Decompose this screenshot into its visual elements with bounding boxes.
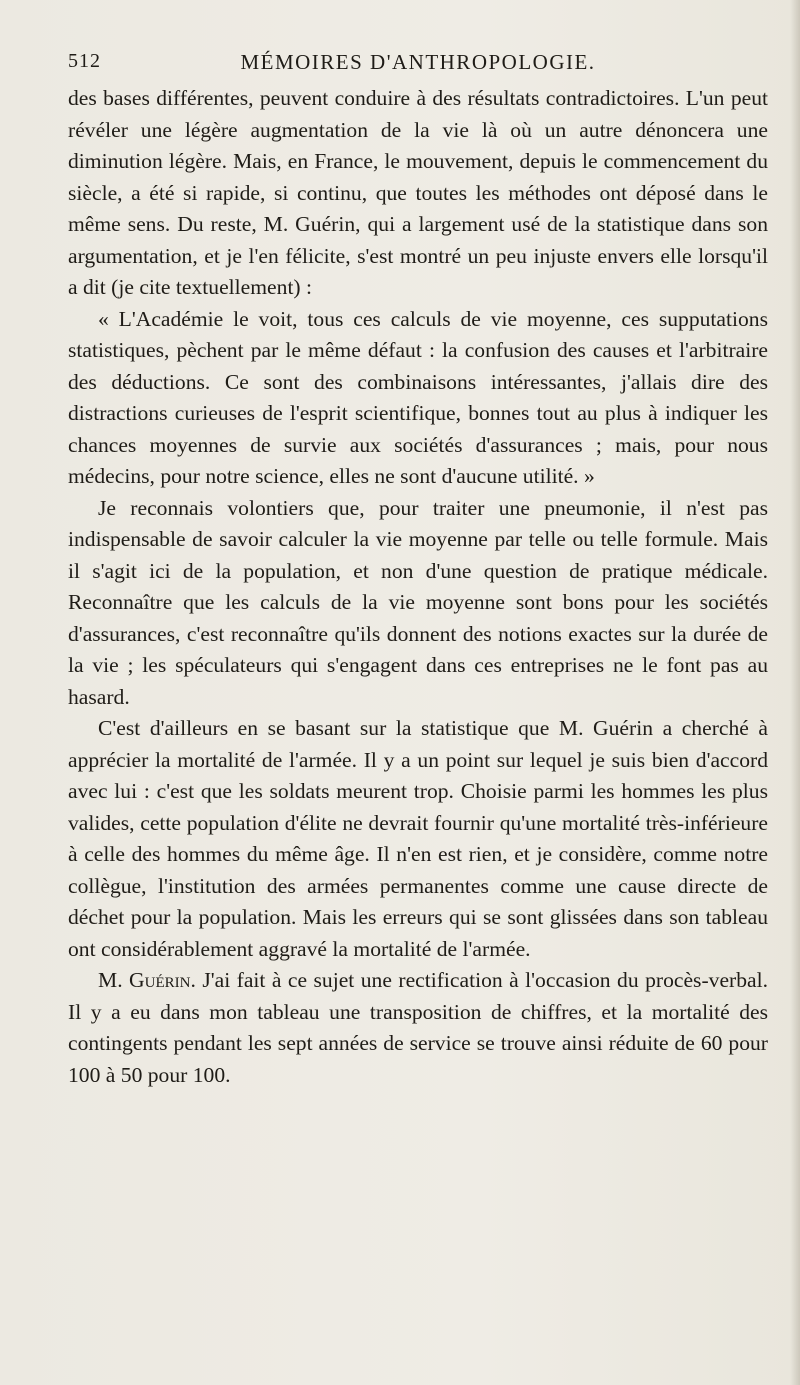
interjection-text: J'ai fait à ce sujet une rectification à l'occasion du procès-verbal. Il y a eu dans mon tableau une transposition de chiffres, et la mortalité des contingents pendant les sept années de service se trouve ainsi réduite de 60 pour 100 à 50 pour 100. xyxy=(68,968,768,1087)
page-header xyxy=(68,50,768,80)
body-text xyxy=(68,83,768,1091)
paragraph: C'est d'ailleurs en se basant sur la statistique que M. Guérin a cherché à apprécier la mortalité de l'armée. Il y a un point sur lequel je suis bien d'accord avec lui : c'est que les soldats meurent trop. Choisie parmi les hommes les plus valides, cette population d'élite ne devrait fournir qu'une mortalité très-inférieure à celle des hommes du même âge. Il n'en est rien, et je considère, comme notre collègue, l'institution des armées permanentes comme une cause directe de déchet pour la population. Mais les erreurs qui se sont glissées dans son tableau ont considérablement aggravé la mortalité de l'armée. xyxy=(68,716,768,961)
running-title: MÉMOIRES D'ANTHROPOLOGIE. xyxy=(240,50,596,74)
page-edge-shadow xyxy=(790,0,800,1385)
speaker-name: M. Guérin. xyxy=(98,968,196,992)
paragraph-interjection xyxy=(68,965,768,1091)
paragraph: Je reconnais volontiers que, pour traiter une pneumonie, il n'est pas indispensable de savoir calculer la vie moyenne par telle ou telle formule. Mais il s'agit ici de la population, et non d'une question de pratique médicale. Reconnaître que les calculs de la vie moyenne sont bons pour les sociétés d'assurances, c'est reconnaître qu'ils donnent des notions exactes sur la durée de la vie ; les spéculateurs qui s'engagent dans ces entreprises ne le font pas au hasard. xyxy=(68,495,768,709)
page-number: 512 xyxy=(68,50,101,72)
quotation-paragraph: « L'Académie le voit, tous ces calculs de vie moyenne, ces supputations statistiques, pèchent par le même défaut : la confusion des causes et l'arbitraire des déductions. Ce sont des combinaisons intéressantes, j'allais dire des distractions curieuses de l'esprit scientifique, bonnes tout au plus à indiquer les chances moyennes de survie aux sociétés d'assurances ; mais, pour nous médecins, pour notre science, elles ne sont d'aucune utilité. » xyxy=(68,306,768,488)
paragraph: des bases différentes, peuvent conduire à des résultats contradictoires. L'un peut révéler une légère augmentation de la vie là où un autre dénoncera une diminution légère. Mais, en France, le mouvement, depuis le commencement du siècle, a été si rapide, si continu, que toutes les méthodes ont déposé dans le même sens. Du reste, M. Guérin, qui a largement usé de la statistique dans son argumentation, et je l'en félicite, s'est montré un peu injuste envers elle lorsqu'il a dit (je cite textuellement) : xyxy=(68,86,768,299)
